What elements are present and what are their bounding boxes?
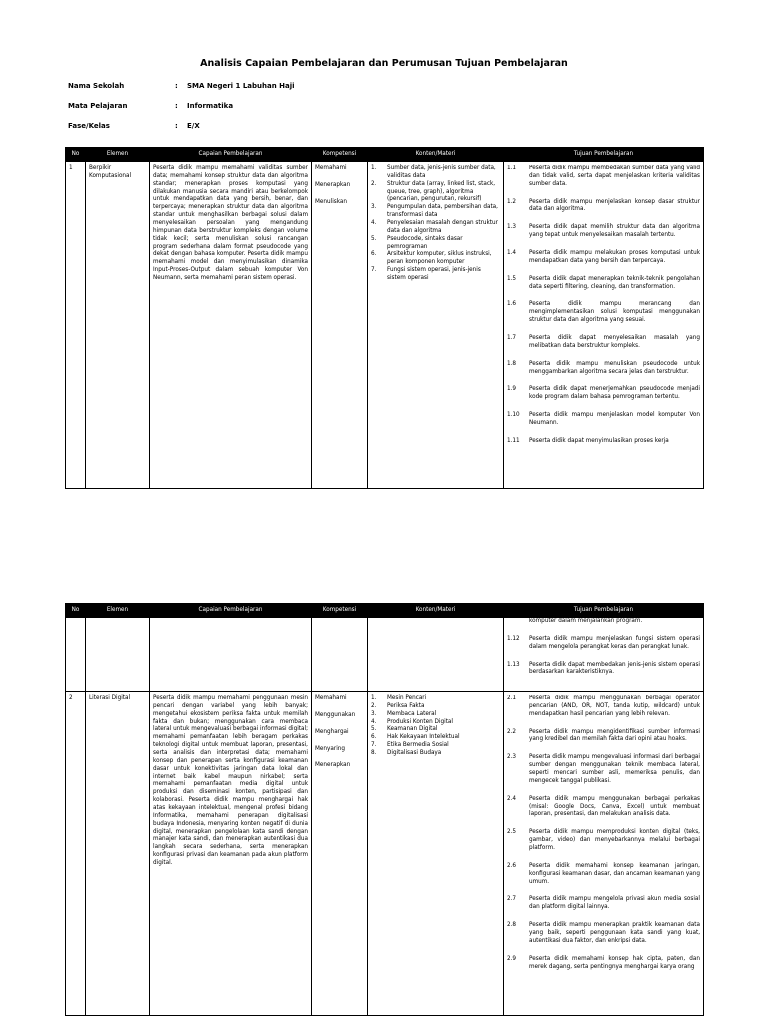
konten-item: 4. Penyelesaian masalah dengan struktur data dan algoritma bbox=[371, 220, 498, 234]
konten-item: 7. Etika Bermedia Sosial bbox=[371, 742, 449, 749]
konten-item: 2. Struktur data (array, linked list, stack, queue, tree, graph), algoritma (pencarian, pengurutan, rekursif) bbox=[371, 180, 496, 203]
row-tujuan bbox=[504, 692, 704, 1016]
row-no bbox=[66, 618, 86, 692]
header-no: No bbox=[66, 148, 86, 162]
konten-item: 4. Produksi Konten Digital bbox=[371, 718, 453, 725]
meta-colon: : bbox=[175, 102, 178, 110]
tujuan-item: 1.3 Peserta didik dapat memilih struktur data dan algoritma yang tepat untuk menyelesaikan masalah tertentu. bbox=[507, 224, 700, 239]
document-title: Analisis Capaian Pembelajaran dan Perumusan Tujuan Pembelajaran bbox=[200, 58, 568, 69]
kompetensi-item: Memahami bbox=[315, 165, 347, 171]
tujuan-item: 1.4 Peserta didik mampu melakukan proses komputasi untuk mendapatkan data yang bersih dan terpercaya. bbox=[507, 250, 700, 264]
row-capaian: Peserta didik mampu memahami penggunaan mesin pencari dengan variabel yang lebih banyak; mengetahui ekosistem periksa fakta untuk memilah fakta dan bukan; menggunakan cara membaca lateral untuk mengevaluasi berbagai informasi digital; memahami pemanfaatan lebih beragam perkakas teknologi digital untuk membuat laporan, presentasi, serta analisis dan interpretasi data; memahami konsep dan penerapan serta konfigurasi keamanan dasar untuk konektivitas jaringan data lokal dan internet baik kabel maupun nirkabel; serta memahami pemanfaatan media digital untuk produksi dan diseminasi konten, partisipasi dan kolaborasi. Peserta didik mampu menghargai hak atas kekayaan intelektual, mengenal profesi bidang Informatika, memahami penerapan digitalisasi budaya Indonesia, menyaring konten negatif di dunia digital, menerapkan pengelolaan kata sandi dengan manajer kata sandi, dan menerapkan autentikasi dua langkah secara sederhana, serta menerapkan konfigurasi privasi dan keamanan pada akun platform digital. bbox=[150, 692, 312, 1016]
meta-value: E/X bbox=[187, 122, 200, 130]
tujuan-item: 1.5 Peserta didik dapat menerapkan teknik-teknik pengolahan data seperti filtering, cleaning, dan transformation. bbox=[507, 275, 700, 290]
header-tujuan: Tujuan Pembelajaran bbox=[504, 148, 704, 162]
header-konten: Konten/Materi bbox=[368, 148, 504, 162]
row-tujuan bbox=[504, 162, 704, 489]
row-capaian bbox=[150, 618, 312, 692]
row-no: 1 bbox=[66, 162, 86, 489]
konten-item: 1. Mesin Pencari bbox=[371, 695, 427, 701]
tujuan-item: 1.2 Peserta didik mampu menjelaskan konsep dasar struktur data dan algoritma. bbox=[507, 198, 700, 213]
row-kompetensi bbox=[312, 618, 368, 692]
row-konten bbox=[368, 618, 504, 692]
header-kompetensi: Kompetensi bbox=[312, 148, 368, 162]
header-tujuan: Tujuan Pembelajaran bbox=[504, 604, 704, 618]
meta-value: SMA Negeri 1 Labuhan Haji bbox=[187, 82, 295, 90]
tujuan-item: 2.7 Peserta didik mampu mengelola privasi akun media sosial dan platform digital lainnya. bbox=[507, 896, 700, 911]
table-header-row bbox=[66, 148, 704, 162]
kompetensi-item: Menyaring bbox=[315, 745, 345, 752]
meta-label: Fase/Kelas bbox=[68, 122, 110, 130]
row-no: 2 bbox=[66, 692, 86, 1016]
tujuan-item: 2.5 Peserta didik mampu memproduksi konten digital (teks, gambar, video) dan menyebarkannya melalui berbagai platform. bbox=[507, 829, 700, 852]
header-elemen: Elemen bbox=[86, 604, 150, 618]
table-row bbox=[66, 692, 704, 1016]
tujuan-item: 2.3 Peserta didik mampu mengevaluasi informasi dari berbagai sumber dengan menggunakan teknik membaca lateral, seperti mencari sumber asli, memeriksa penulis, dan mengecek tanggal publikasi. bbox=[507, 754, 700, 784]
konten-item: 5. Pseudocode, sintaks dasar pemrograman bbox=[371, 235, 463, 250]
kompetensi-item: Menerapkan bbox=[315, 181, 351, 188]
row-elemen: Berpikir Komputasional bbox=[86, 162, 150, 489]
tujuan-carry-text: komputer dalam menjalankan program. bbox=[529, 618, 643, 624]
tujuan-item: 2.4 Peserta didik mampu menggunakan berbagai perkakas (misal: Google Docs, Canva, Excel) untuk membuat laporan, presentasi, dan melakukan analisis data. bbox=[507, 795, 700, 818]
konten-item: 3. Pengumpulan data, pembersihan data, transformasi data bbox=[371, 204, 498, 219]
header-capaian: Capaian Pembelajaran bbox=[150, 148, 312, 162]
tujuan-item: 1.10 Peserta didik mampu menjelaskan model komputer Von Neumann. bbox=[507, 412, 700, 427]
konten-item: 6. Hak Kekayaan Intelektual bbox=[371, 734, 460, 741]
tujuan-item: 2.8 Peserta didik mampu menerapkan praktik keamanan data yang baik, seperti penggunaan kata sandi yang kuat, autentikasi dua faktor, dan enkripsi data. bbox=[507, 922, 700, 944]
konten-item: 5. Keamanan Digital bbox=[371, 726, 438, 733]
header-elemen: Elemen bbox=[86, 148, 150, 162]
meta-label: Nama Sekolah bbox=[68, 82, 125, 90]
tujuan-item: 1.11 Peserta didik dapat menyimulasikan proses kerja bbox=[507, 437, 669, 444]
tujuan-item: 1.1 Peserta didik mampu membedakan sumber data yang valid dan tidak valid, serta dapat menjelaskan kriteria validitas sumber data. bbox=[507, 165, 700, 187]
table-row bbox=[66, 162, 704, 489]
row-konten bbox=[368, 162, 504, 489]
konten-item: 6. Arsitektur komputer, siklus instruksi, peran komponen komputer bbox=[371, 251, 492, 266]
header-capaian: Capaian Pembelajaran bbox=[150, 604, 312, 618]
konten-item: 2. Periksa Fakta bbox=[371, 702, 425, 709]
row-kompetensi bbox=[312, 692, 368, 1016]
kompetensi-item: Menuliskan bbox=[315, 198, 348, 205]
kompetensi-item: Menerapkan bbox=[315, 762, 351, 769]
row-capaian: Peserta didik mampu memahami validitas sumber data; memahami konsep struktur data dan algoritma standar; menerapkan proses komputasi yang dilakukan manusia secara mandiri atau berkelompok untuk mendapatkan data yang bersih, benar, dan terpercaya; menerapkan struktur data dan algoritma standar untuk menghasilkan berbagai solusi dalam menyelesaikan persoalan yang mengandung himpunan data berstruktur kompleks dengan volume tidak kecil; serta menuliskan solusi rancangan program sederhana dalam format pseudocode yang dekat dengan bahasa komputer. Peserta didik mampu memahami model dan menyimulasikan dinamika Input-Proses-Output dalam sebuah komputer Von Neumann, serta memahami peran sistem operasi. bbox=[150, 162, 312, 489]
konten-item: 3. Membaca Lateral bbox=[371, 710, 437, 717]
tujuan-item: 1.8 Peserta didik mampu menuliskan pseudocode untuk menggambarkan algoritma secara jelas dan terstruktur. bbox=[507, 360, 700, 375]
meta-colon: : bbox=[175, 82, 178, 90]
tujuan-item: 1.13 Peserta didik dapat membedakan jenis-jenis sistem operasi berdasarkan karakteristiknya. bbox=[507, 661, 700, 676]
meta-value: Informatika bbox=[187, 102, 234, 110]
header-kompetensi: Kompetensi bbox=[312, 604, 368, 618]
tujuan-item: 2.6 Peserta didik memahami konsep keamanan jaringan, konfigurasi keamanan dasar, dan ancaman keamanan yang umum. bbox=[507, 862, 700, 885]
header-no: No bbox=[66, 604, 86, 618]
tujuan-item: 2.1 Peserta didik mampu menggunakan berbagai operator pencarian (AND, OR, NOT, tanda kutip, wildcard) untuk mendapatkan hasil pencarian yang lebih relevan. bbox=[507, 695, 700, 717]
tujuan-item: 2.2 Peserta didik mampu mengidentifikasi sumber informasi yang kredibel dan memilah fakta dari opini atau hoaks. bbox=[507, 728, 700, 743]
tujuan-item: 1.9 Peserta didik dapat menerjemahkan pseudocode menjadi kode program dalam bahasa pemrograman tertentu. bbox=[507, 386, 700, 401]
tujuan-item: 1.7 Peserta didik dapat menyelesaikan masalah yang melibatkan data berstruktur kompleks. bbox=[507, 335, 700, 349]
meta-colon: : bbox=[175, 122, 178, 130]
kompetensi-item: Menghargai bbox=[315, 728, 349, 735]
konten-item: 7. Fungsi sistem operasi, jenis-jenis sistem operasi bbox=[371, 267, 481, 282]
row-kompetensi bbox=[312, 162, 368, 489]
cp-table-page-2 bbox=[65, 603, 704, 1016]
konten-item: 1. Sumber data, jenis-jenis sumber data, validitas data bbox=[371, 165, 496, 179]
kompetensi-item: Memahami bbox=[315, 695, 347, 701]
table-header-row bbox=[66, 604, 704, 618]
meta-label: Mata Pelajaran bbox=[68, 102, 128, 110]
row-konten bbox=[368, 692, 504, 1016]
row-tujuan bbox=[504, 618, 704, 692]
table-row-continued bbox=[66, 618, 704, 692]
tujuan-item: 1.6 Peserta didik mampu merancang dan mengimplementasikan solusi komputasi menggunakan struktur data dan algoritma yang sesuai. bbox=[507, 301, 700, 324]
tujuan-item: 2.9 Peserta didik memahami konsep hak cipta, paten, dan merek dagang, serta pentingnya menghargai karya orang bbox=[507, 955, 700, 970]
row-elemen: Literasi Digital bbox=[86, 692, 150, 1016]
kompetensi-item: Menggunakan bbox=[315, 711, 356, 718]
konten-item: 8. Digitalisasi Budaya bbox=[371, 750, 442, 757]
tujuan-item: 1.12 Peserta didik mampu menjelaskan fungsi sistem operasi dalam mengelola perangkat keras dan perangkat lunak. bbox=[507, 635, 700, 650]
row-elemen bbox=[86, 618, 150, 692]
cp-table-page-1 bbox=[65, 147, 704, 489]
header-konten: Konten/Materi bbox=[368, 604, 504, 618]
